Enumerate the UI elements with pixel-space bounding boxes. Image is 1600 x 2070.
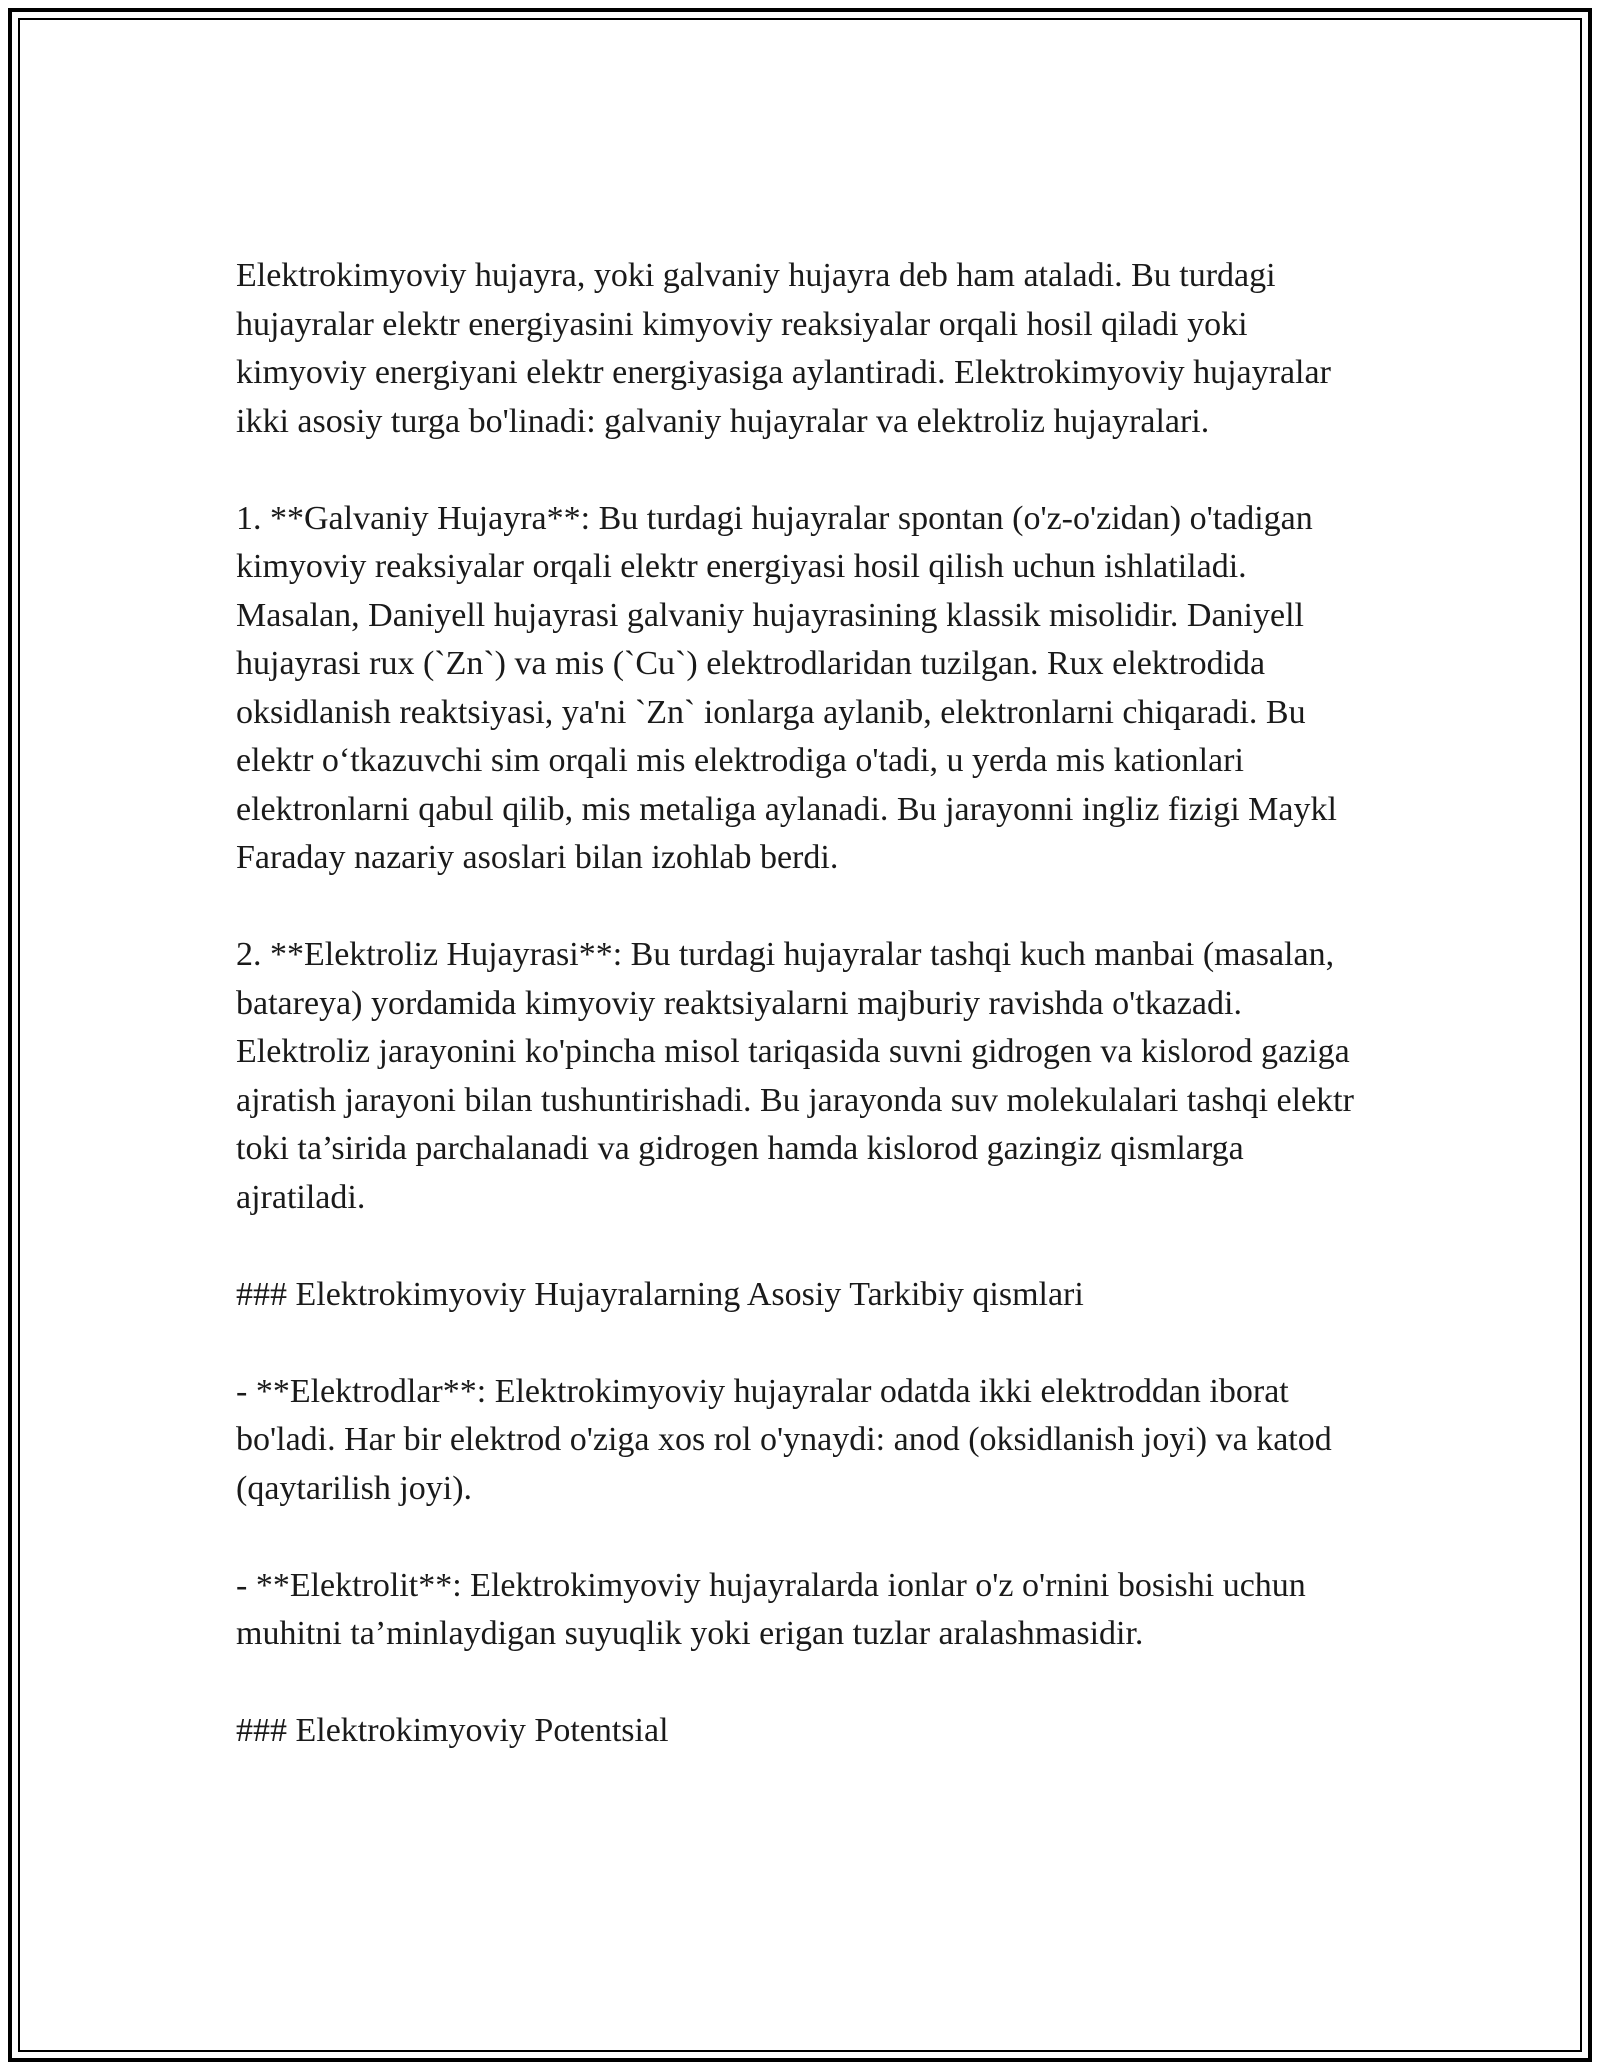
electrolysis-cell-paragraph: 2. **Elektroliz Hujayrasi**: Bu turdagi hujayralar tashqi kuch manbai (masalan, batareya) yordamida kimyoviy reaktsiyalarni majburiy ravishda o'tkazadi. Elektroliz jarayonini ko'pincha misol tariqasida suvni gidrogen va kislorod gaziga ajratish jarayoni bilan tushuntirishadi. Bu jarayonda suv molekulalari tashqi elektr toki ta’sirida parchalanadi va gidrogen hamda kislorod gazingiz qismlarga ajratiladi. [236, 936, 1354, 1216]
electrolyte-list-item: - **Elektrolit**: Elektrokimyoviy hujayralarda ionlar o'z o'rnini bosishi uchun muhitni ta’minlaydigan suyuqlik yoki erigan tuzlar aralashmasidir. [236, 1566, 1306, 1652]
intro-paragraph: Elektrokimyoviy hujayra, yoki galvaniy hujayra deb ham ataladi. Bu turdagi hujayralar elektr energiyasini kimyoviy reaksiyalar orqali hosil qiladi yoki kimyoviy energiyani elektr energiyasiga aylantiradi. Elektrokimyoviy hujayralar ikki asosiy turga bo'linadi: galvaniy hujayralar va elektroliz hujayralari. [236, 257, 1331, 440]
potential-heading: ### Elektrokimyoviy Potentsial [236, 1712, 669, 1749]
document-body [236, 252, 1366, 1756]
galvanic-cell-paragraph: 1. **Galvaniy Hujayra**: Bu turdagi hujayralar spontan (o'z-o'zidan) o'tadigan kimyoviy reaksiyalar orqali elektr energiyasi hosil qilish uchun ishlatiladi. Masalan, Daniyell hujayrasi galvaniy hujayrasining klassik misolidir. Daniyell hujayrasi rux (`Zn`) va mis (`Cu`) elektrodlaridan tuzilgan. Rux elektrodida oksidlanish reaktsiyasi, ya'ni `Zn` ionlarga aylanib, elektronlarni chiqaradi. Bu elektr o‘tkazuvchi sim orqali mis elektrodiga o'tadi, u yerda mis kationlari elektronlarni qabul qilib, mis metaliga aylanadi. Bu jarayonni ingliz fizigi Maykl Faraday nazariy asoslari bilan izohlab berdi. [236, 499, 1337, 876]
electrodes-list-item: - **Elektrodlar**: Elektrokimyoviy hujayralar odatda ikki elektroddan iborat bo'ladi. Har bir elektrod o'ziga xos rol o'ynaydi: anod (oksidlanish joyi) va katod (qaytarilish joyi). [236, 1372, 1332, 1507]
components-heading: ### Elektrokimyoviy Hujayralarning Asosiy Tarkibiy qismlari [236, 1275, 1084, 1313]
